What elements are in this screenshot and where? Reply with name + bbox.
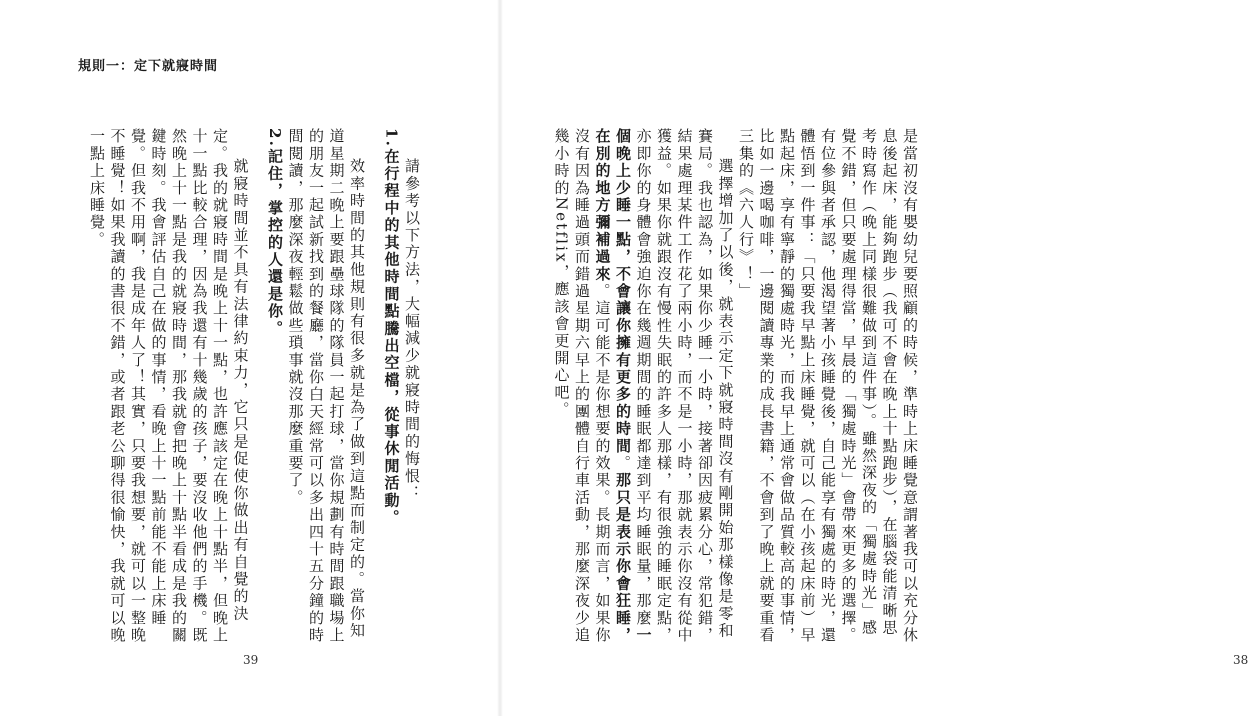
- paragraph-2-text-b: 。: [614, 454, 632, 473]
- page-number-39: 39: [243, 653, 259, 667]
- tip-2-heading: 2.記住，掌控的人還是你。: [266, 128, 284, 338]
- paragraph-2-text-a: 選擇增加了以後，就表示定下就寢時間沒有剛開始那樣像是零和賽局。我也認為，如果你少睡一小時，接著卻因疲累分心，常犯錯，結果處理某件工作花了兩小時，而不是一小時，那就表示你沒有從中獲益。如果你就跟沒有慢性失眠的許多人那樣，有很強的睡眠定點，亦即你的身體會強迫你在幾週期間的睡眠都達到平均睡眠量，那麼: [634, 128, 735, 644]
- tip-1-body: 效率時間的其他規則有很多就是為了做到這點而制定的。當你知道星期二晚上要跟壘球隊的隊員一起打球，當你規劃有時間跟職場上的朋友一起試新找到的餐廳，當你白天經常可以多出四十五分鐘的時間閱讀，那麼深夜輕鬆做些瑣事就沒那麼重要了。: [286, 128, 366, 644]
- paragraph-2-bold-b: 那只是表示你會狂睡，在別的地方彌補過來: [593, 128, 632, 645]
- left-page: [0, 0, 500, 716]
- right-page: [500, 0, 1248, 716]
- page-39-text: [62, 128, 422, 648]
- intro-paragraph: 請參考以下方法，大幅減少就寢時間的悔恨：: [403, 158, 421, 502]
- tip-1-heading: 1.在行程中的其他時間點騰出空檔，從事休閒活動。: [382, 128, 401, 527]
- tip-2-body: 就寢時間並不具有法律約束力，它只是促使你做出有自覺的決定。我的就寢時間是晚上十一點，也許應該定在晚上十點半，但晚上十一點比較合理，因為我還有十幾歲的孩子，要沒收他們的手機。既然晚上十一點是我的就寢時間，那我就會把晚上十點半看成是我的關鍵時刻。我會評估自己在做的事情，看晚上十一點前能不能上床睡覺。但我不用啊，我是成年人了！其實，只要我想要，就可以一整晚不睡覺！如果我讀的書很不錯，或者跟老公聊得很愉快，我就可以晚一點上床睡覺。: [88, 128, 250, 644]
- page-38-text: [552, 128, 920, 648]
- paragraph-2: [551, 128, 736, 648]
- page-number-38: 38: [1233, 653, 1248, 667]
- paragraph-1: 是當初沒有嬰幼兒要照顧的時候，準時上床睡覺意謂著我可以充分休息後起床，能夠跑步（我可不會在晚上十點跑步），在腦袋能清晰思考時寫作（晚上同樣很難做到這件事）。雖然深夜的「獨處時光」感覺不錯，但只要處理得當，早晨的「獨處時光」會帶來更多的選擇。有位參與者承認，他渴望著小孩睡覺後，自己能享有獨處的時光，還體悟到一件事：「只要我早點上床睡覺，就可以（在小孩起床前）早點起床，享有寧靜的獨處時光，而我早上通常會做品質較高的事情，比如一邊喝咖啡，一邊閱讀專業的成長書籍，不會到了晚上就要重看三集的《六人行》！」: [737, 128, 919, 644]
- paragraph-2-bold-a: 一個晚上少睡一點，不會讓你擁有更多的時間: [614, 128, 653, 645]
- paragraph-2-text-c: 。這可能不是你想要的效果。長期而言，如果你沒有因為睡過頭而錯過星期六早上的團體自行車活動，那麼深夜少追幾小時的Netflix，應該會更開心吧。: [552, 128, 612, 645]
- running-header: 規則一：定下就寢時間: [78, 59, 219, 74]
